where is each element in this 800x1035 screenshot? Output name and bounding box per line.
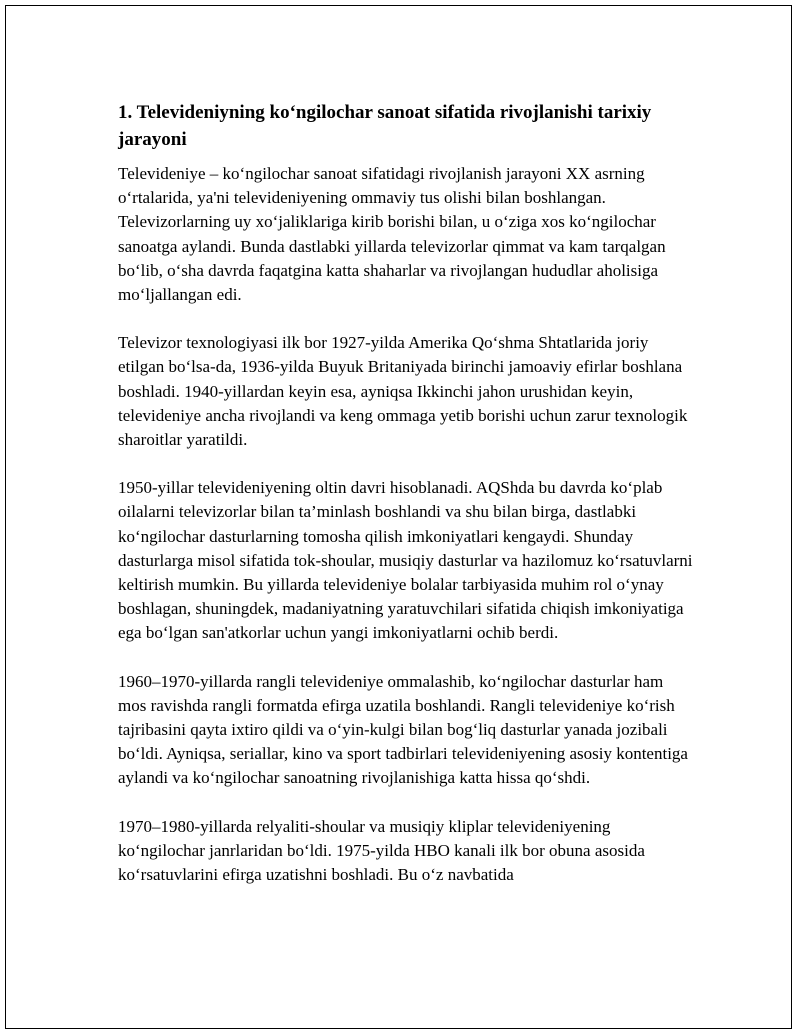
paragraph-2: Televizor texnologiyasi ilk bor 1927-yilda Amerika Qoʻshma Shtatlarida joriy etilgan boʻlsa-da, 1936-yilda Buyuk Britaniyada birinchi jamoaviy efirlar boshlana boshladi. 1940-yillardan keyin esa, ayniqsa Ikkinchi jahon urushidan keyin, televideniye ancha rivojlandi va keng ommaga yetib borishi uchun zarur texnologik sharoitlar yaratildi. xyxy=(118,333,688,450)
document-content xyxy=(118,99,693,911)
paragraph-1: Televideniye – koʻngilochar sanoat sifatidagi rivojlanish jarayoni XX asrning oʻrtalarida, ya'ni televideniyening ommaviy tus olishi bilan boshlangan. Televizorlarning uy xoʻjaliklariga kirib borishi bilan, u oʻziga xos koʻngilochar sanoatga aylandi. Bunda dastlabki yillarda televizorlar qimmat va kam tarqalgan boʻlib, oʻsha davrda faqatgina katta shaharlar va rivojlangan hududlar aholisiga moʻljallangan edi. xyxy=(118,164,666,305)
document-page xyxy=(5,5,792,1029)
paragraph-3: 1950-yillar televideniyening oltin davri hisoblanadi. AQShda bu davrda koʻplab oilalarni televizorlar bilan ta’minlash boshlandi va shu bilan birga, dastlabki koʻngilochar dasturlarning tomosha qilish imkoniyatlari kengaydi. Shunday dasturlarga misol sifatida tok-shoular, musiqiy dasturlar va hazilomuz koʻrsatuvlarni keltirish mumkin. Bu yillarda televideniye bolalar tarbiyasida muhim rol oʻynay boshlagan, shuningdek, madaniyatning yaratuvchilari sifatida chiqish imkoniyatiga ega boʻlgan san'atkorlar uchun yangi imkoniyatlarni ochib berdi. xyxy=(118,478,693,643)
paragraph-4: 1960–1970-yillarda rangli televideniye ommalashib, koʻngilochar dasturlar ham mos ravishda rangli formatda efirga uzatila boshlandi. Rangli televideniye koʻrish tajribasini qayta ixtiro qildi va oʻyin-kulgi bilan bogʻliq dasturlar yanada jozibali boʻldi. Ayniqsa, seriallar, kino va sport tadbirlari televideniyening asosiy kontentiga aylandi va koʻngilochar sanoatning rivojlanishiga katta hissa qoʻshdi. xyxy=(118,671,688,788)
section-heading: 1. Televideniyning koʻngilochar sanoat sifatida rivojlanishi tarixiy jarayoni xyxy=(118,102,652,150)
paragraph-5: 1970–1980-yillarda relyaliti-shoular va musiqiy kliplar televideniyening koʻngilochar janrlaridan boʻldi. 1975-yilda HBO kanali ilk bor obuna asosida koʻrsatuvlarini efirga uzatishni boshladi. Bu oʻz navbatida xyxy=(118,816,645,885)
